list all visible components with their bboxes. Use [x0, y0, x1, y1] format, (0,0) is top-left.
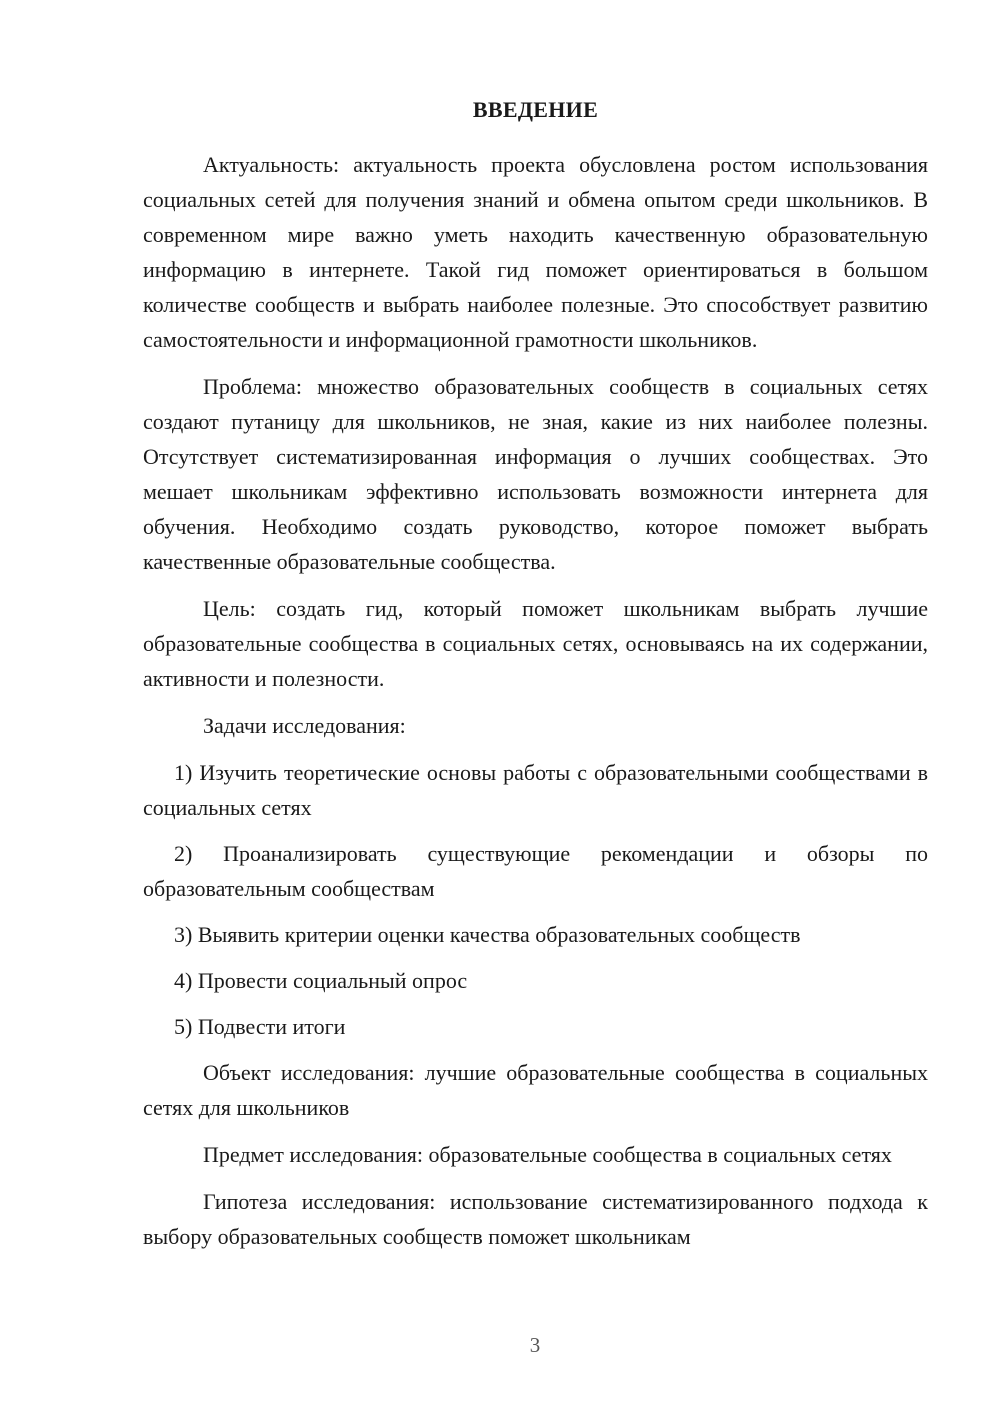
paragraph-problem: Проблема: множество образовательных сообществ в социальных сетях создают путаницу для школьников, не зная, какие из них наиболее полезны. Отсутствует систематизированная информация о лучших сообществах. Это мешает школьникам эффективно использовать возможности интернета для обучения. Необходимо создать руководство, которое поможет выбрать качественные образовательные сообщества. [143, 374, 928, 574]
paragraph-subject: Предмет исследования: образовательные сообщества в социальных сетях [203, 1142, 892, 1167]
task-item-3: 3) Выявить критерии оценки качества образовательных сообществ [174, 922, 801, 947]
task-item-4: 4) Провести социальный опрос [174, 968, 468, 993]
task-item-5: 5) Подвести итоги [174, 1014, 346, 1039]
section-heading: ВВЕДЕНИЕ [472, 97, 599, 122]
task-item-2: 2) Проанализировать существующие рекомендации и обзоры по образовательным сообществам [143, 841, 928, 901]
paragraph-goal: Цель: создать гид, который поможет школьникам выбрать лучшие образовательные сообщества в социальных сетях, основываясь на их содержании, активности и полезности. [143, 596, 928, 691]
document-page [143, 93, 928, 1266]
task-item-1: 1) Изучить теоретические основы работы с образовательными сообществами в социальных сетях [143, 760, 928, 820]
paragraph-hypothesis: Гипотеза исследования: использование систематизированного подхода к выбору образовательных сообществ поможет школьникам [143, 1189, 928, 1249]
tasks-heading: Задачи исследования: [203, 713, 406, 738]
page-number: 3 [529, 1333, 541, 1357]
paragraph-object: Объект исследования: лучшие образовательные сообщества в социальных сетях для школьников [143, 1060, 928, 1120]
paragraph-relevance: Актуальность: актуальность проекта обусловлена ростом использования социальных сетей для получения знаний и обмена опытом среди школьников. В современном мире важно уметь находить качественную образовательную информацию в интернете. Такой гид поможет ориентироваться в большом количестве сообществ и выбрать наиболее полезные. Это способствует развитию самостоятельности и информационной грамотности школьников. [143, 152, 928, 352]
